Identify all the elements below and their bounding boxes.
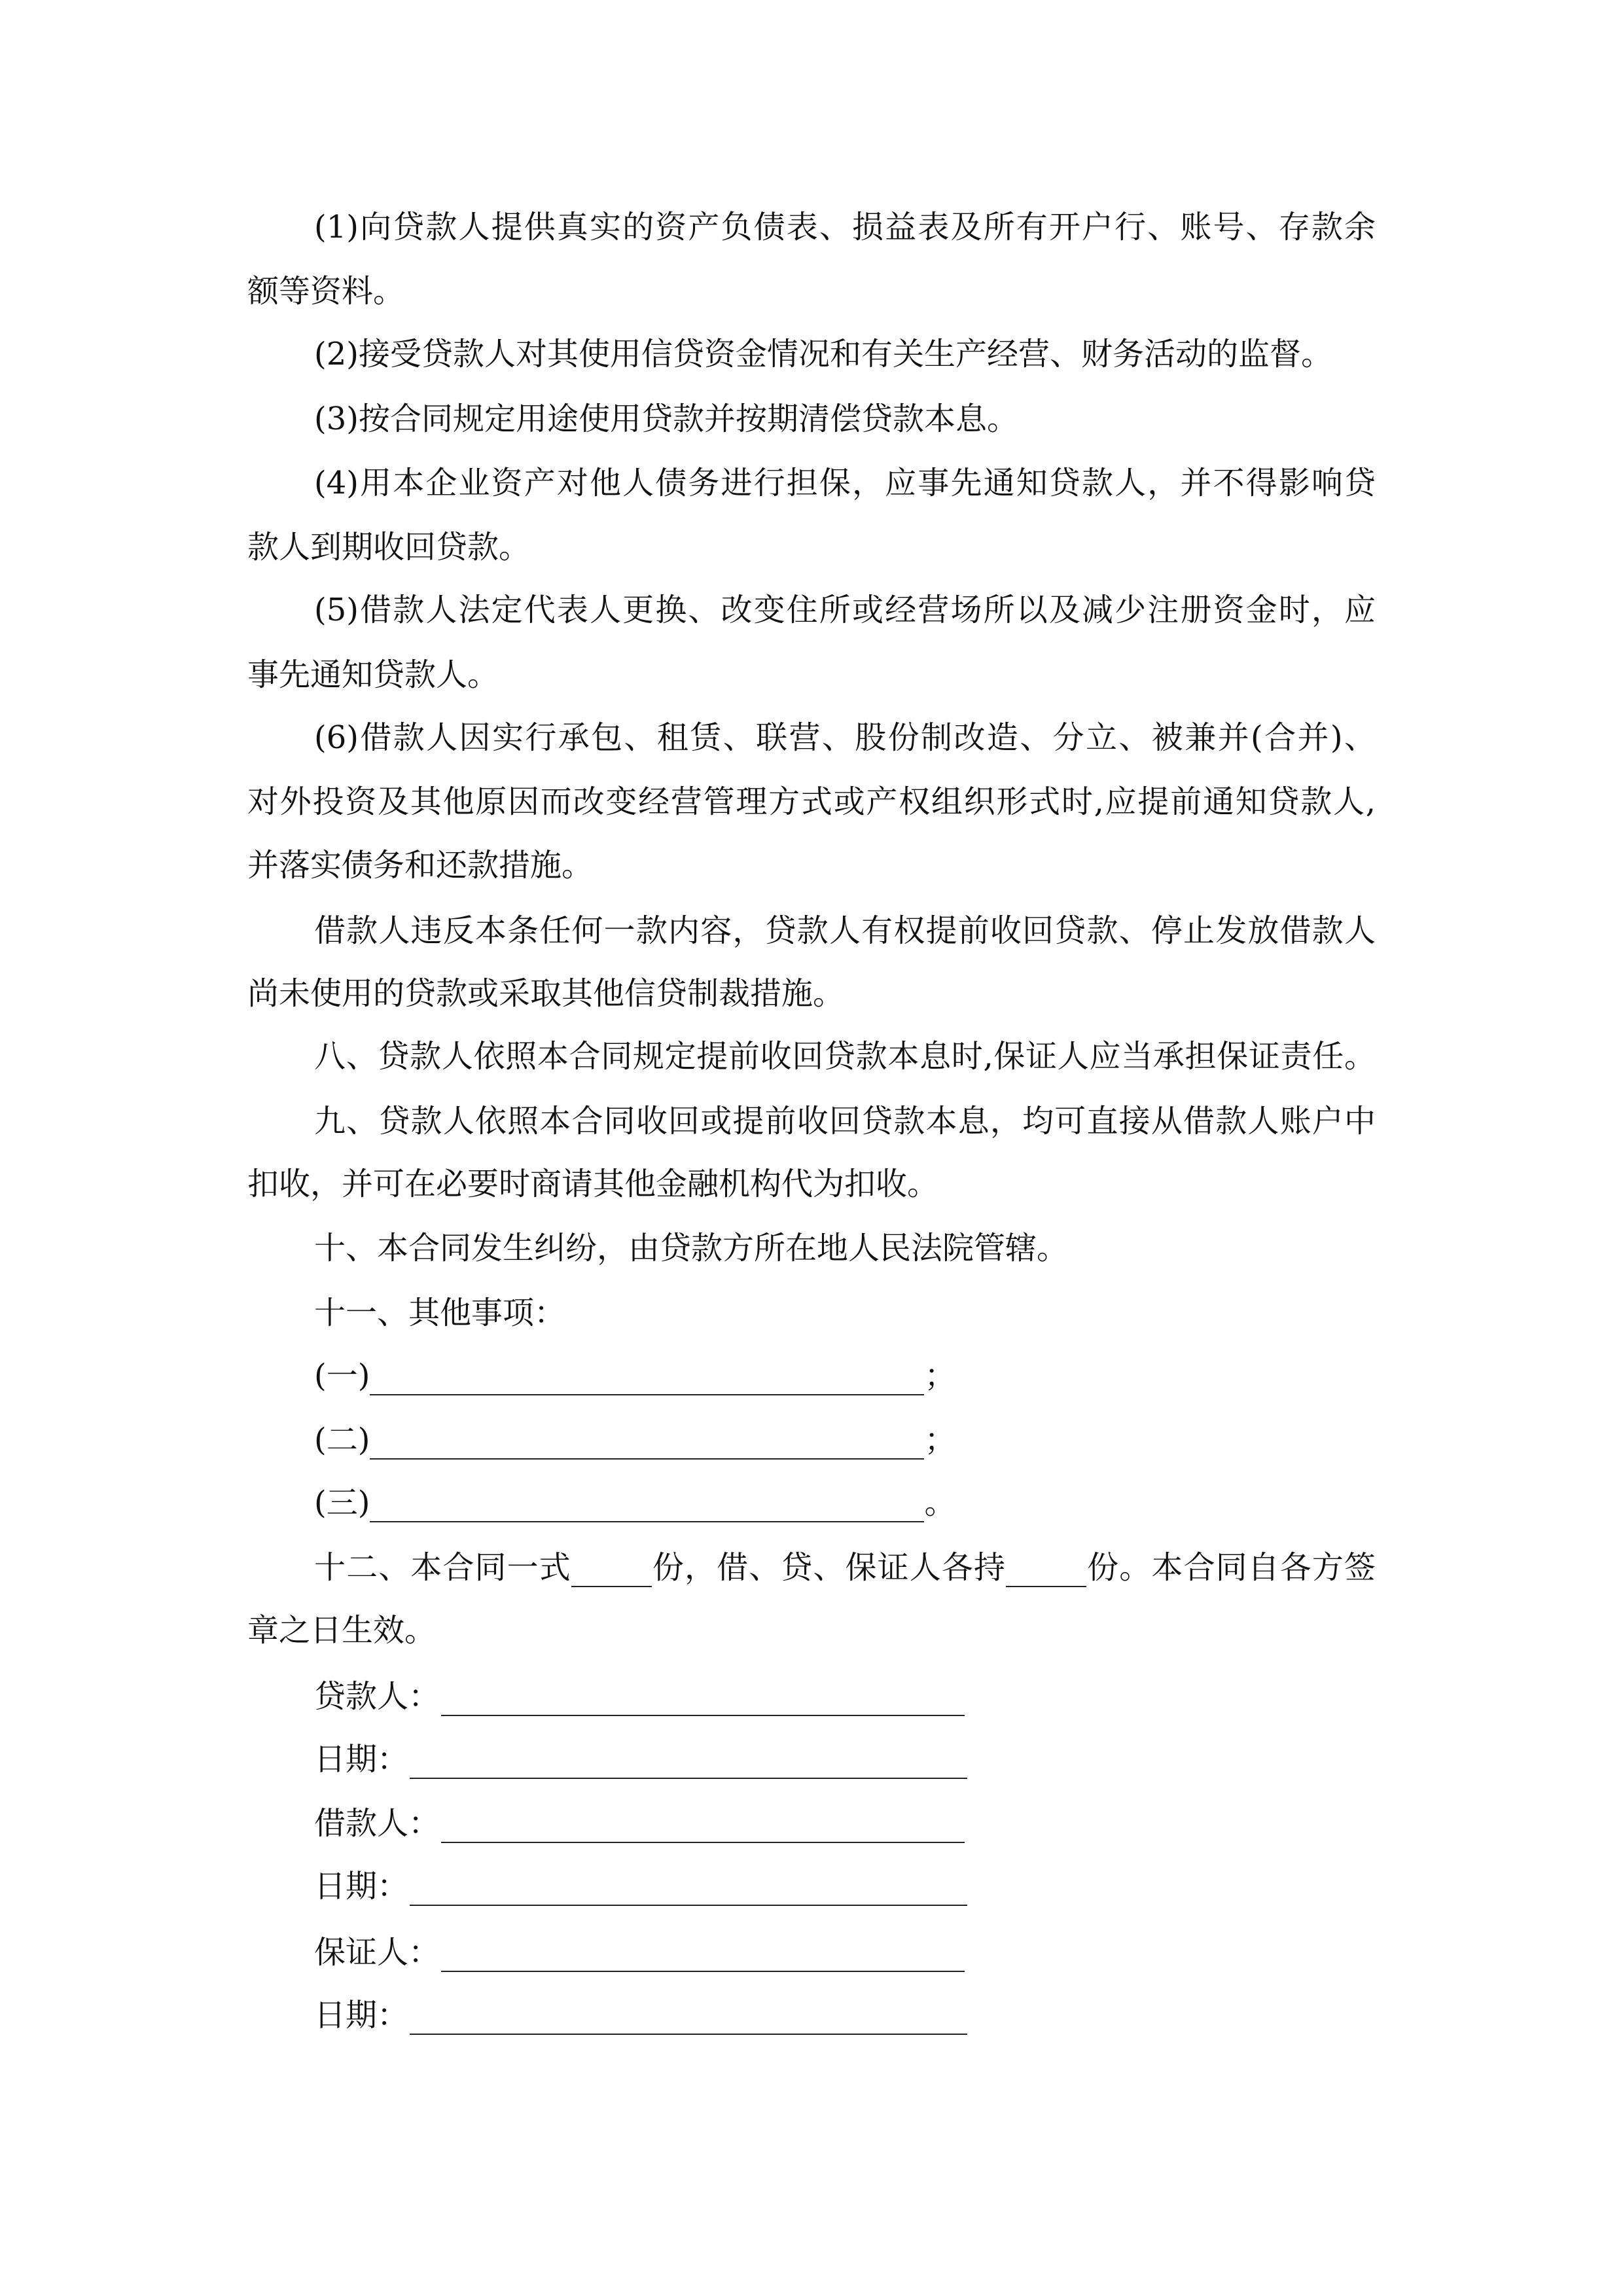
other-item-2 [314, 1420, 955, 1460]
date-blank[interactable] [410, 1873, 967, 1906]
signature-guarantor [314, 1933, 965, 1972]
signature-date [314, 1996, 967, 2035]
paragraph-line: (2)接受贷款人对其使用信贷资金情况和有关生产经营、财务活动的监督。 [314, 336, 1332, 372]
date-blank[interactable] [410, 1746, 967, 1779]
signature-date [314, 1867, 967, 1906]
other-item-3 [314, 1483, 955, 1522]
clause-12-text: 份，借、贷、保证人各持 [651, 1549, 1007, 1586]
paragraph-line: (4)用本企业资产对他人债务进行担保，应事先通知贷款人，并不得影响贷 [314, 465, 1376, 501]
signature-blank[interactable] [441, 1939, 965, 1972]
paragraph-line: 款人到期收回贷款。 [247, 529, 531, 565]
paragraph-line: 借款人违反本条任何一款内容，贷款人有权提前收回贷款、停止发放借款人 [314, 912, 1376, 949]
fill-in-blank[interactable] [370, 1363, 924, 1395]
item-end: ； [924, 1357, 956, 1394]
signature-blank[interactable] [441, 1810, 965, 1843]
fill-in-blank[interactable] [370, 1427, 924, 1460]
fill-in-blank[interactable] [370, 1490, 924, 1522]
paragraph-line: 事先通知贷款人。 [247, 656, 499, 693]
date-blank[interactable] [410, 2002, 967, 2035]
paragraph-line: (6)借款人因实行承包、租赁、联营、股份制改造、分立、被兼并(合并)、 [314, 719, 1376, 756]
signature-blank[interactable] [441, 1683, 965, 1716]
other-item-1 [314, 1356, 955, 1395]
item-label: (一) [314, 1357, 370, 1394]
signature-label: 日期： [314, 1997, 409, 2034]
clause-12-text: 十二、本合同一式 [314, 1549, 571, 1586]
paragraph-line: 章之日生效。 [247, 1612, 437, 1649]
paragraph-line: 九、贷款人依照本合同收回或提前收回贷款本息，均可直接从借款人账户中 [314, 1103, 1376, 1139]
item-label: (三) [314, 1484, 370, 1521]
paragraph-line: (1)向贷款人提供真实的资产负债表、损益表及所有开户行、账号、存款余 [314, 209, 1376, 245]
paragraph-line: 额等资料。 [247, 273, 405, 310]
item-end: ； [924, 1422, 956, 1458]
signature-lender [314, 1677, 965, 1716]
signature-date [314, 1740, 967, 1779]
paragraph-line: 对外投资及其他原因而改变经营管理方式或产权组织形式时,应提前通知贷款人, [247, 783, 1376, 820]
paragraph-line: 尚未使用的贷款或采取其他信贷制裁措施。 [247, 975, 845, 1012]
paragraph-line: 十、本合同发生纠纷，由贷款方所在地人民法院管辖。 [314, 1230, 1069, 1266]
paragraph-line: (5)借款人法定代表人更换、改变住所或经营场所以及减少注册资金时，应 [314, 592, 1376, 628]
paragraph-line: 十一、其他事项： [314, 1295, 566, 1331]
item-label: (二) [314, 1422, 370, 1458]
copies-each-blank[interactable] [1006, 1554, 1086, 1587]
signature-label: 日期： [314, 1741, 409, 1778]
paragraph-line: (3)按合同规定用途使用贷款并按期清偿贷款本息。 [314, 401, 1018, 437]
copies-total-blank[interactable] [571, 1554, 652, 1587]
clause-12-text: 份。本合同自各方签 [1086, 1549, 1376, 1586]
clause-12-line [314, 1548, 1376, 1587]
paragraph-line: 八、贷款人依照本合同规定提前收回贷款本息时,保证人应当承担保证责任。 [314, 1038, 1376, 1075]
signature-label: 贷款人： [314, 1678, 440, 1715]
signature-label: 保证人： [314, 1934, 440, 1971]
paragraph-line: 并落实债务和还款措施。 [247, 847, 594, 884]
signature-label: 日期： [314, 1868, 409, 1905]
signature-borrower [314, 1804, 965, 1843]
paragraph-line: 扣收，并可在必要时商请其他金融机构代为扣收。 [247, 1166, 939, 1202]
signature-label: 借款人： [314, 1805, 440, 1842]
item-end: 。 [924, 1484, 956, 1521]
